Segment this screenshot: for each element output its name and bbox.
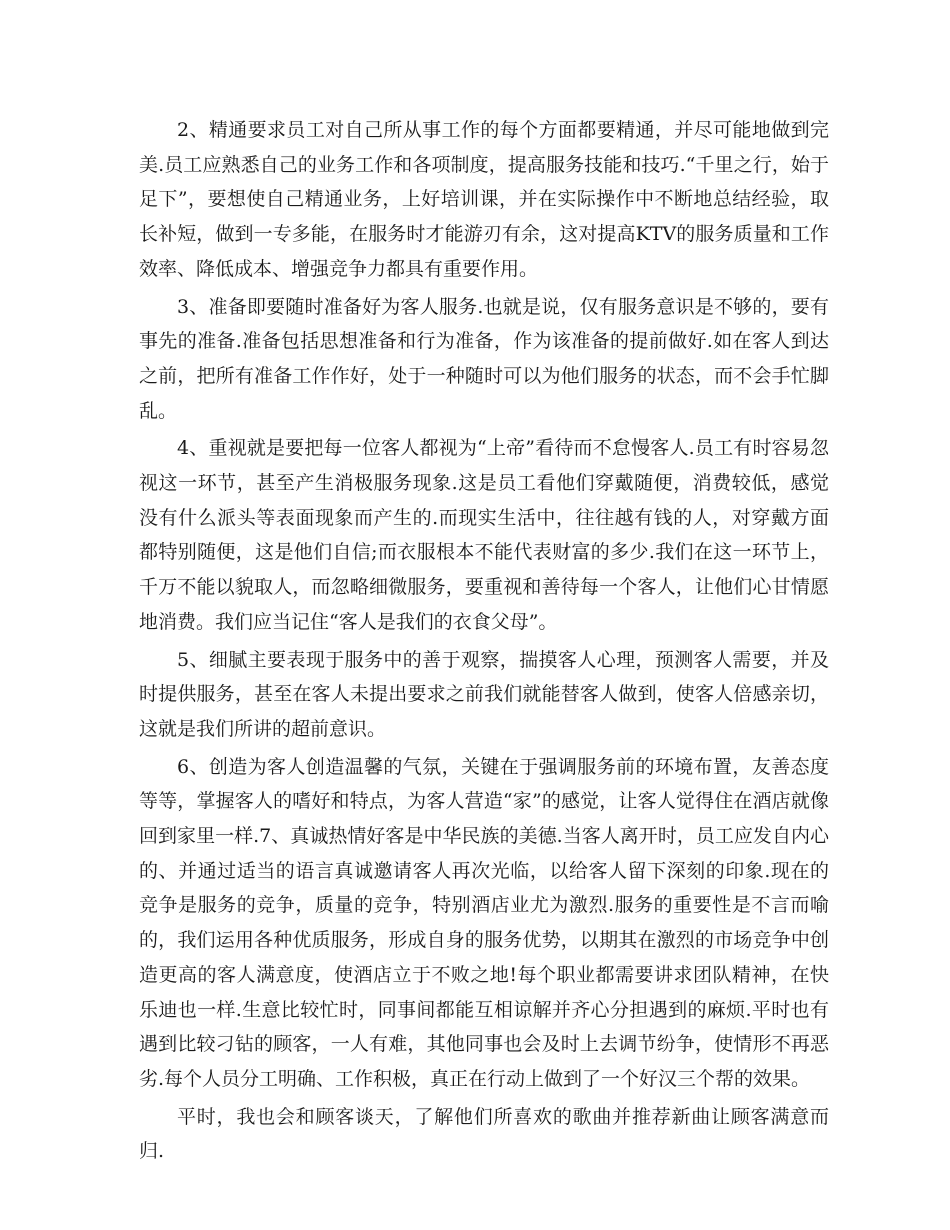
paragraph-closing: 平时，我也会和顾客谈天，了解他们所喜欢的歌曲并推荐新曲让顾客满意而归. [139, 1105, 829, 1163]
paragraph-4-attention: 4、重视就是要把每一位客人都视为“上帝”看待而不怠慢客人.员工有时容易忽视这一环节，甚至产生消极服务现象.这是员工看他们穿戴随便，消费较低，感觉没有什么派头等表面现象而产生的.而现实生活中，往往越有钱的人，对穿戴方面都特别随便，这是他们自信;而衣服根本不能代表财富的多少.我们在这一环节上，千万不能以貌取人，而忽略细微服务，要重视和善待每一个客人，让他们心甘情愿地消费。我们应当记住“客人是我们的衣食父母”。 [139, 437, 829, 633]
paragraph-2-proficiency: 2、精通要求员工对自己所从事工作的每个方面都要精通，并尽可能地做到完美.员工应熟悉自己的业务工作和各项制度，提高服务技能和技巧.“千里之行，始于足下”，要想使自己精通业务，上好培训课，并在实际操作中不断地总结经验，取长补短，做到一专多能，在服务时才能游刃有余，这对提高KTV的服务质量和工作效率、降低成本、增强竞争力都具有重要作用。 [139, 119, 829, 280]
paragraph-6-creation: 6、创造为客人创造温馨的气氛，关键在于强调服务前的环境布置，友善态度等等，掌握客人的嗜好和特点，为客人营造“家”的感觉，让客人觉得住在酒店就像回到家里一样.7、真诚热情好客是中华民族的美德.当客人离开时，员工应发自内心的、并通过适当的语言真诚邀请客人再次光临，以给客人留下深刻的印象.现在的竞争是服务的竞争，质量的竞争，特别酒店业尤为激烈.服务的重要性是不言而喻的，我们运用各种优质服务，形成自身的服务优势，以期其在激烈的市场竞争中创造更高的客人满意度，使酒店立于不败之地!每个职业都需要讲求团队精神，在快乐迪也一样.生意比较忙时，同事间都能互相谅解并齐心分担遇到的麻烦.平时也有遇到比较刁钻的顾客，一人有难，其他同事也会及时上去调节纷争，使情形不再恶劣.每个人员分工明确、工作积极，真正在行动上做到了一个好汉三个帮的效果。 [139, 755, 829, 1090]
paragraph-3-preparation: 3、准备即要随时准备好为客人服务.也就是说，仅有服务意识是不够的，要有事先的准备.准备包括思想准备和行为准备，作为该准备的提前做好.如在客人到达之前，把所有准备工作作好，处于一种随时可以为他们服务的状态，而不会手忙脚乱。 [139, 295, 829, 422]
body-text [139, 113, 829, 1172]
paragraph-5-attentiveness: 5、细腻主要表现于服务中的善于观察，揣摸客人心理，预测客人需要，并及时提供服务，甚至在客人未提出要求之前我们就能替客人做到，使客人倍感亲切，这就是我们所讲的超前意识。 [139, 648, 829, 740]
